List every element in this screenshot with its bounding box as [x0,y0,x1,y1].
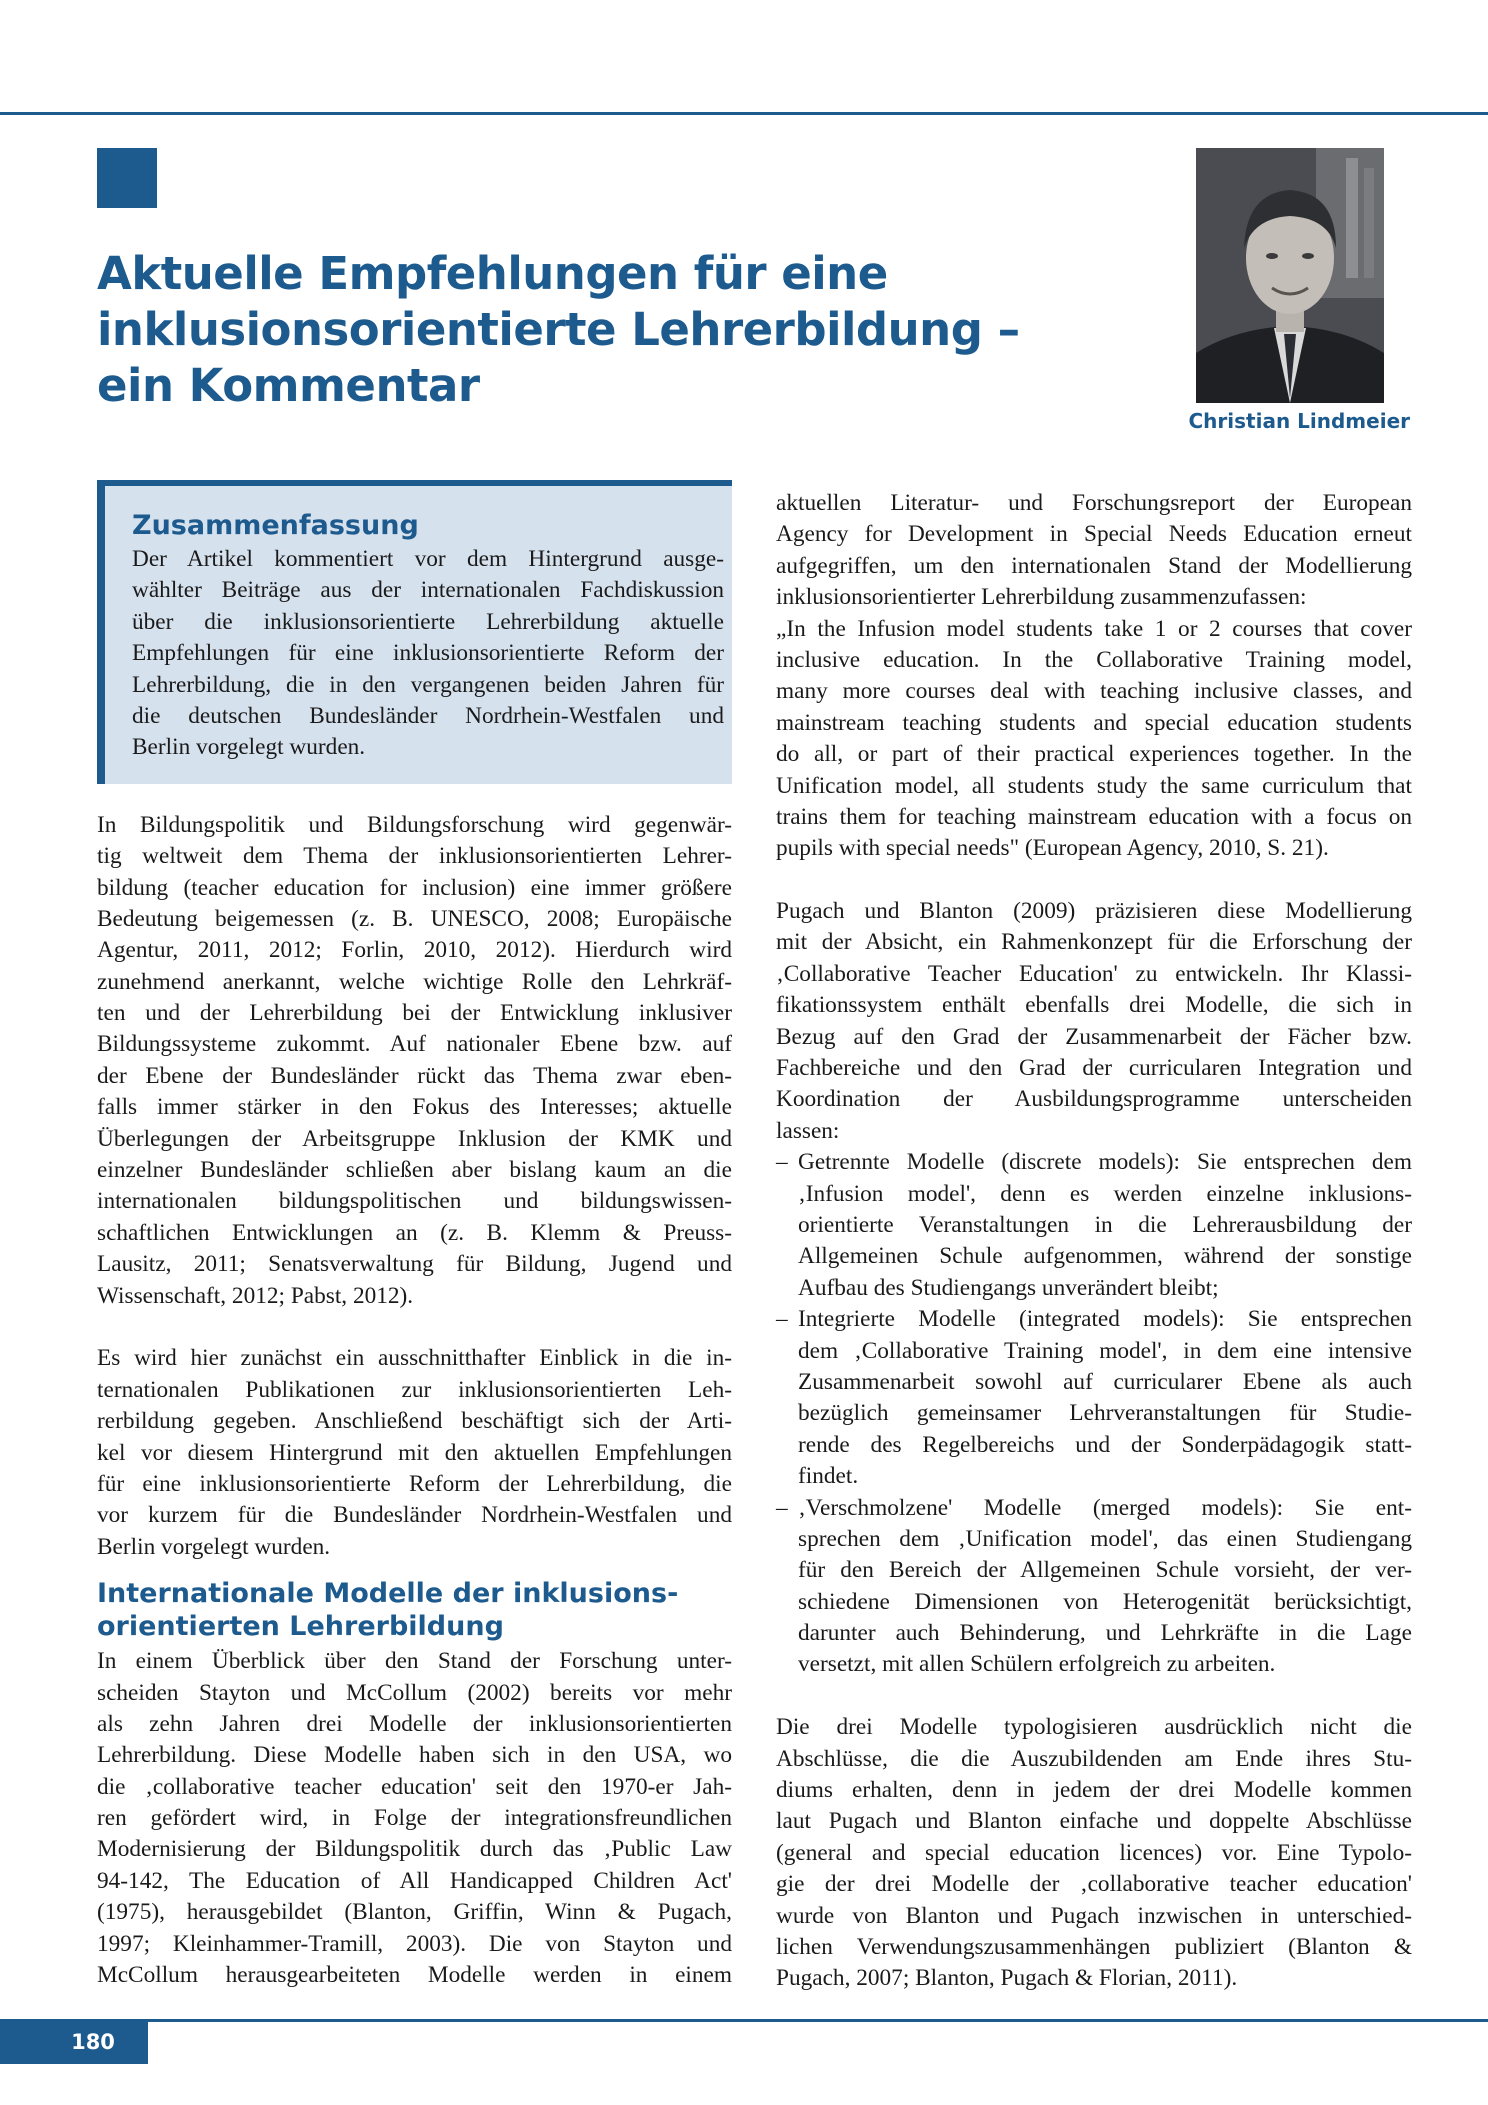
text-line: Pugach und Blanton (2009) präzisieren diese Modellierung [776,898,1412,925]
text-line: rende des Regelbereichs und der Sonderpädagogik statt- [798,1431,1412,1458]
text-line: als zehn Jahren drei Modelle der inklusionsorientierten [97,1710,732,1737]
author-name: Christian Lindmeier [1188,409,1410,433]
text-line: Pugach, 2007; Blanton, Pugach & Florian, 2011). [776,1965,1238,1992]
text-line: do all, or part of their practical experiences together. In the [776,741,1412,768]
text-line: ten und der Lehrerbildung bei der Entwicklung inklusiver [97,1000,732,1027]
list-dash: – [776,1494,788,1521]
text-line: Lehrerbildung. Diese Modelle haben sich in den USA, wo [97,1742,732,1769]
text-line: Die drei Modelle typologisieren ausdrücklich nicht die [776,1714,1412,1741]
text-line: darunter auch Behinderung, und Lehrkräfte in die Lage [798,1620,1412,1647]
text-line: 94-142, The Education of All Handicapped Children Act' [97,1867,732,1894]
paragraph [97,1343,732,1563]
text-line: Zusammenarbeit sowohl auf curricularer Ebene als auch [798,1368,1412,1395]
bottom-rule [0,2019,1488,2022]
text-line: einzelner Bundesländer schließen aber bislang kaum an die [97,1157,732,1184]
list-item [776,1493,1412,1681]
text-line: die ‚collaborative teacher education' seit den 1970-er Jah- [97,1773,732,1800]
text-line: Berlin vorgelegt wurden. [132,734,366,761]
text-line: mainstream teaching students and special education students [776,709,1412,736]
top-rule [0,112,1488,115]
text-line: Bezug auf den Grad der Zusammenarbeit der Fächer bzw. [776,1023,1412,1050]
text-line: tig weltweit dem Thema der inklusionsorientierten Lehrer- [97,843,732,870]
text-line: schaftlichen Entwicklungen an (z. B. Klemm & Preuss- [97,1219,732,1246]
text-line: versetzt, mit allen Schülern erfolgreich zu arbeiten. [798,1651,1276,1678]
text-line: zunehmend anerkannt, welche wichtige Rolle den Lehrkräf- [97,968,732,995]
text-line: laut Pugach und Blanton einfache und doppelte Abschlüsse [776,1808,1412,1835]
text-line: Integrierte Modelle (integrated models): Sie entsprechen [798,1306,1412,1333]
paragraph [97,810,732,1312]
text-line: Lausitz, 2011; Senatsverwaltung für Bildung, Jugend und [97,1251,732,1278]
text-line: many more courses deal with teaching inclusive classes, and [776,678,1412,705]
title-line: Aktuelle Empfehlungen für eine [97,247,888,300]
text-line: für den Bereich der Allgemeinen Schule vorsieht, der ver- [798,1557,1412,1584]
text-line: über die inklusionsorientierte Lehrerbildung aktuelle [132,608,724,635]
text-line: ‚Verschmolzene' Modelle (merged models): Sie ent- [798,1494,1412,1521]
text-line: wurde von Blanton und Pugach inzwischen in unterschied- [776,1902,1412,1929]
section-heading [97,1577,732,1643]
author-photo [1196,148,1384,403]
page-number: 180 [0,2021,148,2064]
text-line: Berlin vorgelegt wurden. [97,1533,331,1560]
text-line: pupils with special needs" (European Agency, 2010, S. 21). [776,835,1329,862]
text-line: der Ebene der Bundesländer rückt das Thema zwar eben- [97,1062,732,1089]
title-line: ein Kommentar [97,359,480,412]
abstract-box [97,480,732,784]
text-line: Getrennte Modelle (discrete models): Sie entsprechen dem [798,1149,1412,1176]
text-line: bezüglich gemeinsamer Lehrveranstaltungen für Studie- [798,1400,1412,1427]
text-line: (general and special education licences) vor. Eine Typolo- [776,1839,1412,1866]
text-line: Unification model, all students study the same curriculum that [776,772,1412,799]
text-line: Wissenschaft, 2012; Pabst, 2012). [97,1282,414,1309]
paragraph [776,488,1412,865]
text-line: Es wird hier zunächst ein ausschnitthafter Einblick in die in- [97,1345,732,1372]
text-line: aktuellen Literatur- und Forschungsreport der European [776,490,1412,516]
list-dash: – [776,1306,788,1333]
text-line: Überlegungen der Arbeitsgruppe Inklusion der KMK und [97,1125,732,1152]
paragraph [97,1646,732,1991]
text-line: Abschlüsse, die die Auszubildenden am Ende ihres Stu- [776,1745,1412,1772]
text-line: ‚Infusion model', denn es werden einzelne inklusions- [798,1180,1412,1207]
right-column [776,488,1412,1995]
text-line: Bildungssysteme zukommt. Auf nationaler Ebene bzw. auf [97,1031,732,1058]
text-line: sprechen dem ‚Unification model', das einen Studiengang [798,1525,1412,1552]
text-line: vor kurzem für die Bundesländer Nordrhein-Westfalen und [97,1502,732,1529]
text-line: Koordination der Ausbildungsprogramme unterscheiden [776,1086,1412,1113]
text-line: aufgegriffen, um den internationalen Stand der Modellierung [776,552,1412,579]
text-line: bildung (teacher education for inclusion) eine immer größere [97,874,732,901]
text-line: Der Artikel kommentiert vor dem Hintergrund ausge- [132,546,724,572]
text-line: orientierte Veranstaltungen in die Lehrerausbildung der [798,1211,1412,1238]
text-line: Allgemeinen Schule aufgenommen, während der sonstige [798,1243,1412,1270]
text-line: In Bildungspolitik und Bildungsforschung wird gegenwär- [97,811,732,838]
text-line: inclusive education. In the Collaborative Training model, [776,646,1412,673]
text-line: Modernisierung der Bildungspolitik durch das ‚Public Law [97,1836,732,1863]
text-line: Agency for Development in Special Needs Education erneut [776,521,1412,548]
text-line: trains them for teaching mainstream education with a focus on [776,803,1412,830]
abstract-heading: Zusammenfassung [132,510,419,541]
text-line: internationalen bildungspolitischen und bildungswissen- [97,1188,732,1215]
text-line: Bedeutung beigemessen (z. B. UNESCO, 2008; Europäische [97,905,732,932]
text-line: ternationalen Publikationen zur inklusionsorientierten Leh- [97,1376,732,1403]
text-line: 1997; Kleinhammer-Tramill, 2003). Die von Stayton und [97,1930,732,1957]
text-line: „In the Infusion model students take 1 or 2 courses that cover [776,615,1412,642]
abstract-text [132,544,724,764]
text-line: Empfehlungen für eine inklusionsorientierte Reform der [132,640,724,667]
section-heading-line: orientierten Lehrerbildung [97,1611,504,1643]
text-line: lichen Verwendungszusammenhängen publiziert (Blanton & [776,1933,1412,1960]
text-line: falls immer stärker in den Fokus des Interesses; aktuelle [97,1094,732,1121]
list-item [776,1147,1412,1304]
text-line: gie der drei Modelle der ‚collaborative teacher education' [776,1871,1412,1898]
list-item [776,1304,1412,1492]
text-line: wählter Beiträge aus der internationalen Fachdiskussion [132,577,724,604]
text-line: Aufbau des Studiengangs unverändert bleibt; [798,1274,1219,1301]
text-line: Fachbereiche und den Grad der curricularen Integration und [776,1055,1412,1082]
text-line: scheiden Stayton und McCollum (2002) bereits vor mehr [97,1679,732,1706]
text-line: McCollum herausgearbeiteten Modelle werden in einem [97,1962,732,1989]
list-dash: – [776,1149,788,1176]
text-line: In einem Überblick über den Stand der Forschung unter- [97,1648,732,1675]
text-line: Agentur, 2011, 2012; Forlin, 2010, 2012). Hierdurch wird [97,937,732,964]
text-line: diums erhalten, denn in jedem der drei Modelle kommen [776,1777,1412,1804]
section-heading-line: Internationale Modelle der inklusions- [97,1578,679,1610]
text-line: für eine inklusionsorientierte Reform der Lehrerbildung, die [97,1470,732,1497]
paragraph [776,896,1412,1147]
text-line: mit der Absicht, ein Rahmenkonzept für die Erforschung der [776,929,1412,956]
section-marker-square [97,148,157,208]
text-line: kel vor diesem Hintergrund mit den aktuellen Empfehlungen [97,1439,732,1466]
text-line: die deutschen Bundesländer Nordrhein-Westfalen und [132,702,724,729]
text-line: findet. [798,1463,859,1490]
paragraph [776,1712,1412,1995]
text-line: ‚Collaborative Teacher Education' zu entwickeln. Ihr Klassi- [776,960,1412,987]
text-line: (1975), herausgebildet (Blanton, Griffin, Winn & Pugach, [97,1899,732,1926]
text-line: inklusionsorientierter Lehrerbildung zusammenzufassen: [776,584,1307,611]
text-line: rerbildung gegeben. Anschließend beschäftigt sich der Arti- [97,1408,732,1435]
text-line: dem ‚Collaborative Training model', in dem eine intensive [798,1337,1412,1364]
author-portrait-image [1196,148,1384,403]
text-line: ren gefördert wird, in Folge der integrationsfreundlichen [97,1805,732,1832]
text-line: Lehrerbildung, die in den vergangenen beiden Jahren für [132,671,724,698]
left-column [97,480,732,1991]
text-line: schiedene Dimensionen von Heterogenität berücksichtigt, [798,1588,1412,1615]
text-line: lassen: [776,1117,840,1144]
article-title [97,246,1077,414]
title-line: inklusionsorientierte Lehrerbildung – [97,303,1020,356]
text-line: fikationssystem enthält ebenfalls drei Modelle, die sich in [776,992,1412,1019]
